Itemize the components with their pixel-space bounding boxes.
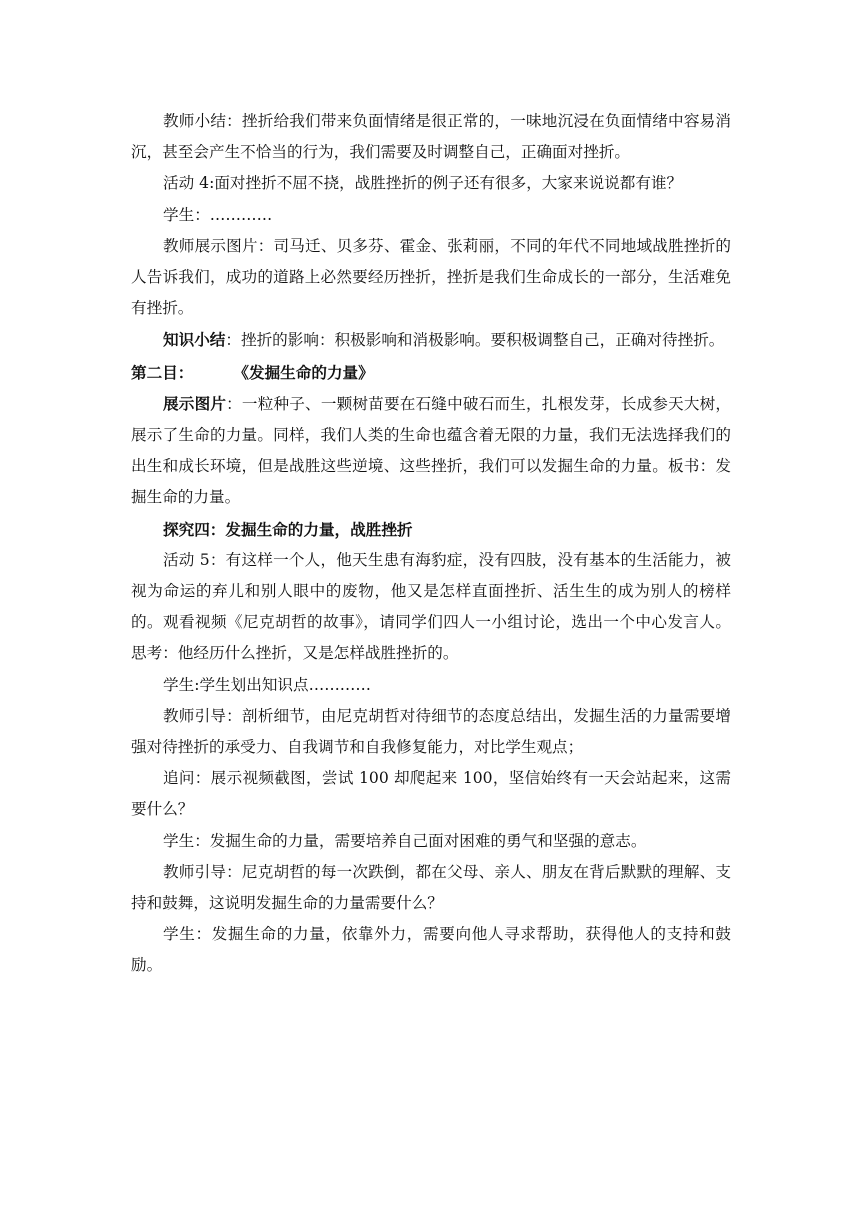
inquiry-4-heading: 探究四：发掘生命的力量，战胜挫折 bbox=[163, 519, 413, 539]
teacher-guidance-paragraph-1: 教师引导：剖析细节，由尼克胡哲对待细节的态度总结出，发掘生活的力量需要增强对待挫折的承受力、自我调节和自我修复能力，对比学生观点； bbox=[131, 706, 731, 757]
show-images-paragraph bbox=[131, 388, 731, 514]
teacher-summary-paragraph: 教师小结：挫折给我们带来负面情绪是很正常的，一味地沉浸在负面情绪中容易消沉，甚至会产生不恰当的行为，我们需要及时调整自己，正确面对挫折。 bbox=[131, 112, 731, 162]
section-heading-title: 《发掘生命的力量》 bbox=[233, 362, 374, 382]
show-images-label: 展示图片 bbox=[163, 393, 227, 413]
activity-5-paragraph: 活动 5：有这样一个人，他天生患有海豹症，没有四肢，没有基本的生活能力，被视为命运的弃儿和别人眼中的废物，他又是怎样直面挫折、活生生的成为别人的榜样的。观看视频《尼克胡哲的故事》，请同学们四人一小组讨论，选出一个中心发言人。思考：他经历什么挫折，又是怎样战胜挫折的。 bbox=[131, 550, 731, 663]
section-heading-label: 第二目： bbox=[131, 362, 194, 382]
knowledge-summary-paragraph bbox=[131, 324, 731, 356]
knowledge-summary-label: 知识小结 bbox=[163, 330, 226, 350]
activity-4-paragraph: 活动 4:面对挫折不屈不挠，战胜挫折的例子还有很多，大家来说说都有谁？ bbox=[163, 174, 683, 193]
student-notes-paragraph: 学生:学生划出知识点………… bbox=[163, 675, 371, 694]
show-images-text: ：一粒种子、一颗树苗要在石缝中破石而生，扎根发芽，长成参天大树，展示了生命的力量。同样，我们人类的生命也蕴含着无限的力量，我们无法选择我们的出生和成长环境，但是战胜这些逆境、这些挫折，我们可以发掘生命的力量。板书：发掘生命的力量。 bbox=[131, 394, 731, 507]
document-page bbox=[131, 106, 731, 982]
student-answer-paragraph-2: 学生：发掘生命的力量，依靠外力，需要向他人寻求帮助，获得他人的支持和鼓励。 bbox=[131, 925, 731, 975]
knowledge-summary-text: ：挫折的影响：积极影响和消极影响。要积极调整自己，正确对待挫折。 bbox=[225, 331, 725, 350]
teacher-images-paragraph: 教师展示图片：司马迁、贝多芬、霍金、张莉丽，不同的年代不同地域战胜挫折的人告诉我们，成功的道路上必然要经历挫折，挫折是我们生命成长的一部分，生活难免有挫折。 bbox=[131, 236, 731, 318]
section-heading bbox=[131, 357, 731, 388]
student-response-paragraph: 学生：………… bbox=[163, 205, 273, 224]
teacher-guidance-paragraph-2: 教师引导：尼克胡哲的每一次跌倒，都在父母、亲人、朋友在背后默默的理解、支持和鼓舞，这说明发掘生命的力量需要什么？ bbox=[131, 862, 731, 913]
follow-up-question-paragraph: 追问：展示视频截图，尝试 100 却爬起来 100，坚信始终有一天会站起来，这需要什么？ bbox=[131, 769, 731, 819]
student-answer-paragraph-1: 学生：发掘生命的力量，需要培养自己面对困难的勇气和坚强的意志。 bbox=[163, 831, 647, 850]
